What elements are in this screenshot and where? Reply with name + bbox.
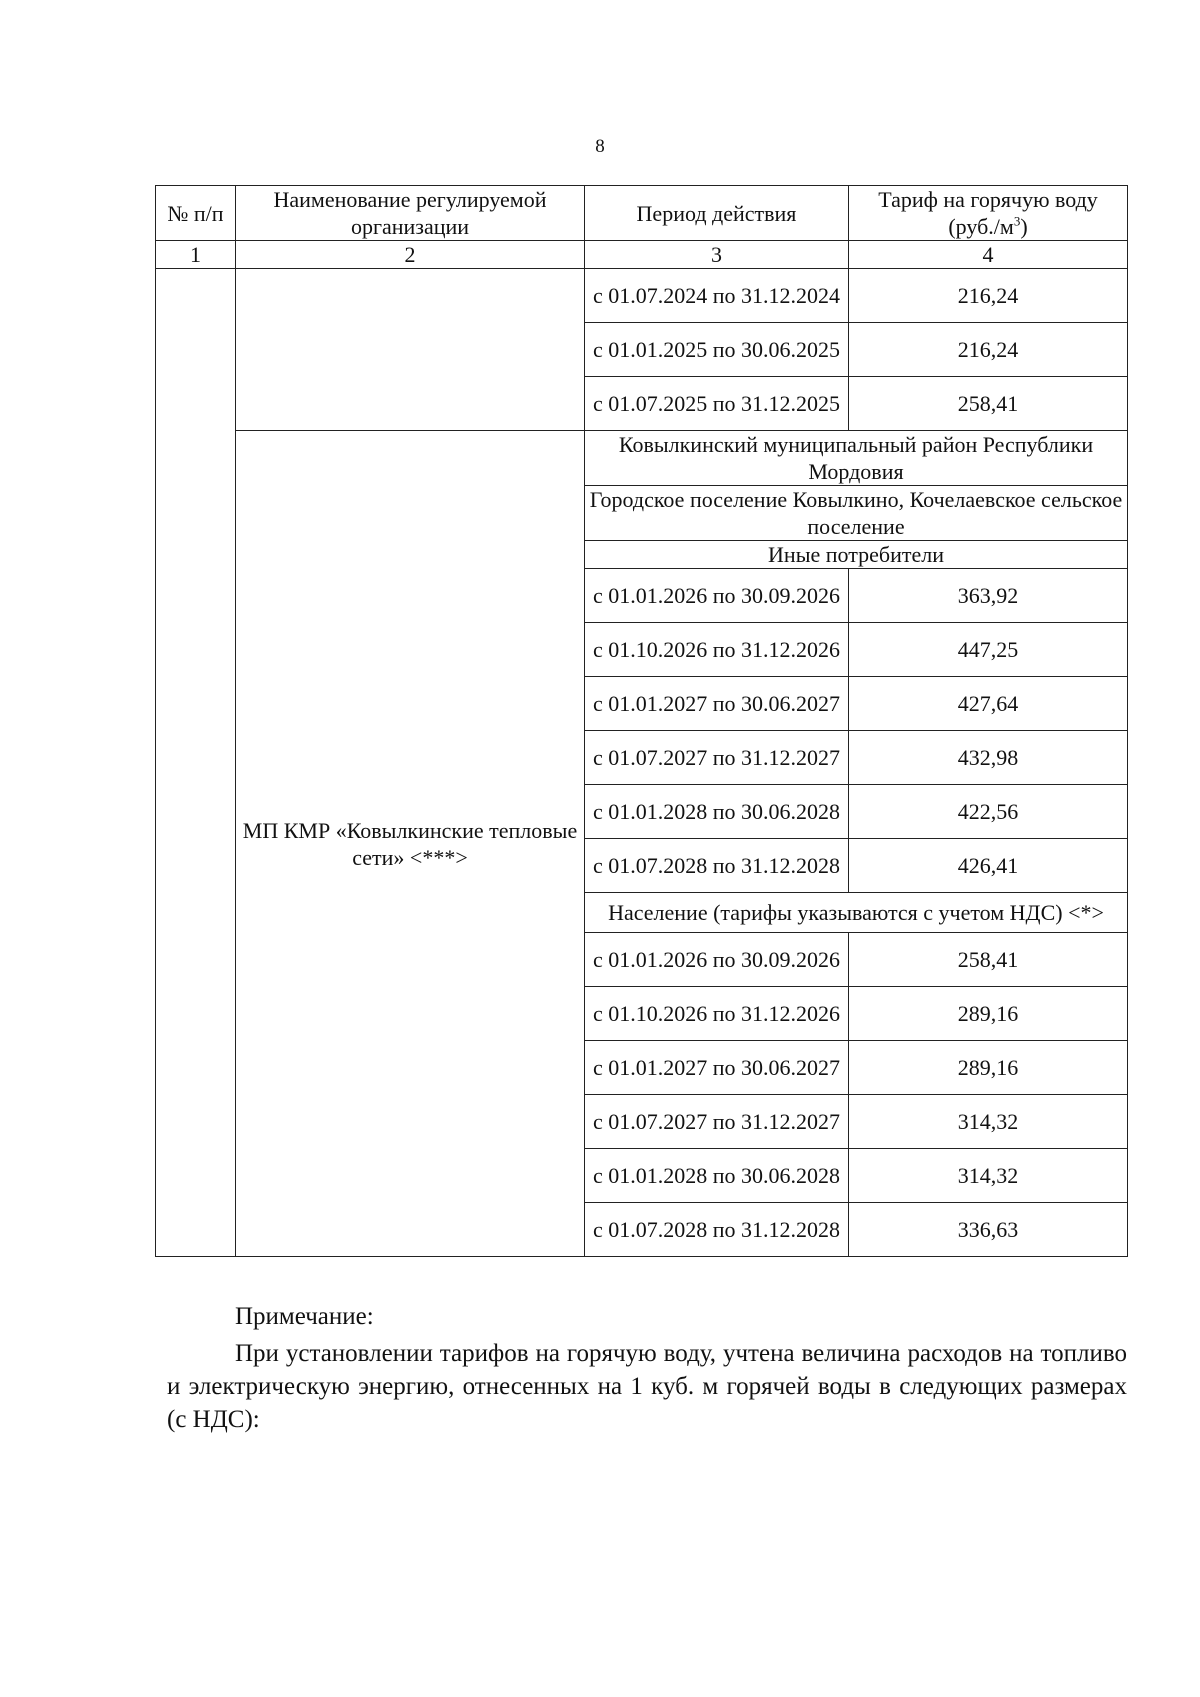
header-tariff (849, 186, 1128, 241)
other-consumers-label: Иные потребители (585, 541, 1128, 569)
tariff-cell: 432,98 (849, 731, 1128, 785)
index-row (156, 241, 1128, 269)
tariff-cell: 422,56 (849, 785, 1128, 839)
period-cell: с 01.01.2026 по 30.09.2026 (585, 569, 849, 623)
period-cell: с 01.01.2027 по 30.06.2027 (585, 1041, 849, 1095)
header-tariff-end: ) (1020, 214, 1028, 239)
index-cell: 3 (585, 241, 849, 269)
note-block (167, 1300, 1127, 1436)
table-header-row (156, 186, 1128, 241)
header-tariff-text: Тариф на горячую воду (руб./м (878, 187, 1098, 239)
note-text: При установлении тарифов на горячую воду, учтена величина расходов на топливо и электрическую энергию, отнесенных на 1 куб. м горячей воды в следующих размерах (с НДС): (167, 1340, 1127, 1433)
index-cell: 2 (236, 241, 585, 269)
period-cell: с 01.01.2025 по 30.06.2025 (585, 323, 849, 377)
note-title: Примечание: (235, 1303, 374, 1330)
period-cell: с 01.10.2026 по 31.12.2026 (585, 623, 849, 677)
period-cell: с 01.10.2026 по 31.12.2026 (585, 987, 849, 1041)
district-cell: Ковылкинский муниципальный район Республики Мордовия (585, 431, 1128, 486)
tariff-cell: 447,25 (849, 623, 1128, 677)
tariff-cell: 216,24 (849, 269, 1128, 323)
index-cell: 1 (156, 241, 236, 269)
tariff-table (155, 185, 1128, 1257)
period-cell: с 01.01.2026 по 30.09.2026 (585, 933, 849, 987)
table-row (156, 269, 1128, 323)
page-number: 8 (595, 136, 605, 157)
period-cell: с 01.01.2027 по 30.06.2027 (585, 677, 849, 731)
period-cell: с 01.01.2028 по 30.06.2028 (585, 1149, 849, 1203)
tariff-cell: 289,16 (849, 987, 1128, 1041)
organization-cell: МП КМР «Ковылкинские тепловые сети» <***> (236, 431, 585, 1257)
tariff-cell: 336,63 (849, 1203, 1128, 1257)
period-cell: с 01.07.2027 по 31.12.2027 (585, 731, 849, 785)
index-cell: 4 (849, 241, 1128, 269)
population-label: Население (тарифы указываются с учетом НДС) <*> (585, 893, 1128, 933)
tariff-cell: 216,24 (849, 323, 1128, 377)
period-cell: с 01.07.2028 по 31.12.2028 (585, 1203, 849, 1257)
header-period: Период действия (585, 186, 849, 241)
tariff-cell: 427,64 (849, 677, 1128, 731)
tariff-cell: 426,41 (849, 839, 1128, 893)
period-cell: с 01.07.2025 по 31.12.2025 (585, 377, 849, 431)
period-cell: с 01.01.2028 по 30.06.2028 (585, 785, 849, 839)
number-cell (156, 269, 236, 1257)
tariff-cell: 314,32 (849, 1095, 1128, 1149)
tariff-cell: 289,16 (849, 1041, 1128, 1095)
tariff-cell: 258,41 (849, 377, 1128, 431)
period-cell: с 01.07.2027 по 31.12.2027 (585, 1095, 849, 1149)
settlement-cell: Городское поселение Ковылкино, Кочелаевское сельское поселение (585, 486, 1128, 541)
period-cell: с 01.07.2028 по 31.12.2028 (585, 839, 849, 893)
tariff-cell: 258,41 (849, 933, 1128, 987)
district-row (156, 431, 1128, 486)
header-number: № п/п (156, 186, 236, 241)
period-cell: с 01.07.2024 по 31.12.2024 (585, 269, 849, 323)
header-organization: Наименование регулируемой организации (236, 186, 585, 241)
header-tariff-sup: 3 (1013, 213, 1021, 229)
organization-cell-empty (236, 269, 585, 431)
tariff-cell: 314,32 (849, 1149, 1128, 1203)
tariff-cell: 363,92 (849, 569, 1128, 623)
